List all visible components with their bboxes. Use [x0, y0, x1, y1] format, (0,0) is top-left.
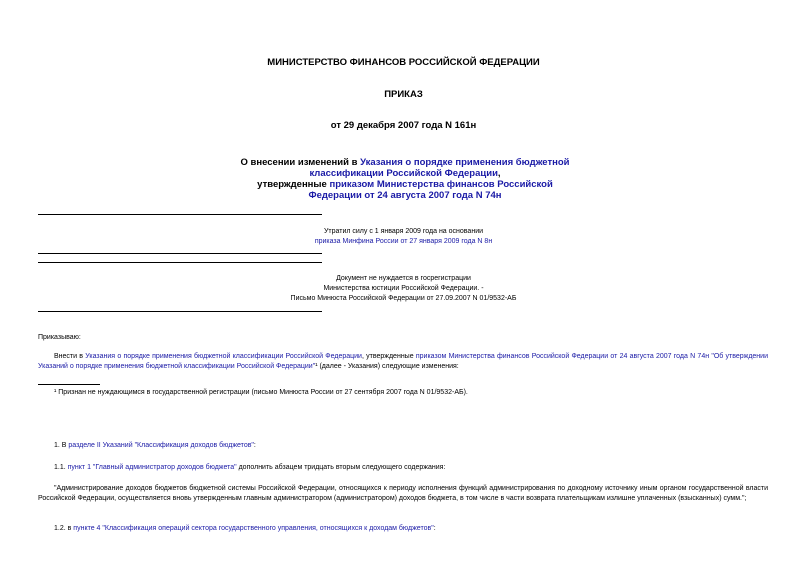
doc-type-heading: ПРИКАЗ [384, 89, 423, 100]
registration-note-line1: Документ не нуждается в госрегистрации [336, 275, 471, 282]
intro-post: ¹ (далее - Указания) следующие изменения: [315, 363, 459, 370]
item-1-post: : [253, 442, 256, 449]
quote-paragraph: "Администрирование доходов бюджетов бюджетной системы Российской Федерации, относящихся к периоду исполнения функций администрирования по доходному источнику иным органом государственной власти Российской Федерации, осуществляется вновь утвержденным главным администратором (администратором) доходов бюджета, в том числе в части возврата плательщикам излишне уплаченных (взысканных) сумм."; [38, 485, 768, 502]
divider-line [38, 262, 322, 263]
item-1-2-post: : [433, 525, 436, 532]
title-approved-word: утвержденные [257, 179, 330, 190]
divider-line [38, 311, 322, 312]
item-1-1-link[interactable]: пункт 1 "Главный администратор доходов бюджета" [67, 464, 237, 471]
registration-note-line3: Письмо Минюста Российской Федерации от 27.09.2007 N 01/9532-АБ [290, 295, 517, 302]
intro-link-instructions[interactable]: Указания о порядке применения бюджетной классификации Российской Федерации [85, 353, 362, 360]
title-link-order[interactable]: приказом Министерства финансов Российской Федерации от 24 августа 2007 года N 74н [308, 179, 553, 201]
divider-line [38, 214, 322, 215]
date-number-heading: от 29 декабря 2007 года N 161н [330, 120, 477, 131]
intro-paragraph [38, 352, 768, 372]
intro-link-order[interactable]: приказом Министерства финансов Российской Федерации от 24 августа 2007 года N 74н "Об утверждении Указаний о порядке применения бюджетной классификации Российской Федерации" [38, 353, 768, 370]
repeal-note [0, 227, 807, 247]
divider-line [38, 253, 322, 254]
title-link-instructions[interactable]: Указания о порядке применения бюджетной классификации Российской Федерации [309, 157, 570, 179]
item-1-1-pre: 1.1. [54, 464, 68, 471]
intro-pre: Внести в [54, 353, 86, 360]
title-prefix: О внесении изменений в [240, 157, 361, 168]
item-1-link[interactable]: разделе II Указаний "Классификация доходов бюджетов" [68, 442, 254, 449]
footnote-divider [38, 384, 100, 385]
item-1-2-link[interactable]: пункте 4 "Классификация операций сектора государственного управления, относящихся к доходам бюджетов" [73, 525, 434, 532]
title-comma: , [497, 168, 501, 179]
order-word: Приказываю: [38, 334, 81, 341]
item-1 [54, 441, 256, 451]
item-1-1 [54, 463, 445, 473]
item-1-1-post: дополнить абзацем тридцать вторым следующего содержания: [236, 464, 446, 471]
item-1-pre: 1. В [54, 442, 69, 449]
registration-note [0, 274, 807, 304]
repeal-note-text: Утратил силу с 1 января 2009 года на основании [323, 228, 484, 235]
item-1-2-pre: 1.2. в [54, 525, 74, 532]
intro-mid: , утвержденные [361, 353, 416, 360]
footnote: ¹ Признан не нуждающимся в государственной регистрации (письмо Минюста России от 27 сентября 2007 года N 01/9532-АБ). [54, 389, 468, 396]
item-1-2 [54, 524, 436, 534]
document-title [240, 157, 570, 201]
ministry-heading: МИНИСТЕРСТВО ФИНАНСОВ РОССИЙСКОЙ ФЕДЕРАЦИИ [267, 57, 540, 68]
repeal-note-link[interactable]: приказа Минфина России от 27 января 2009 года N 8н [314, 238, 493, 245]
registration-note-line2: Министерства юстиции Российской Федерации. - [323, 285, 484, 292]
